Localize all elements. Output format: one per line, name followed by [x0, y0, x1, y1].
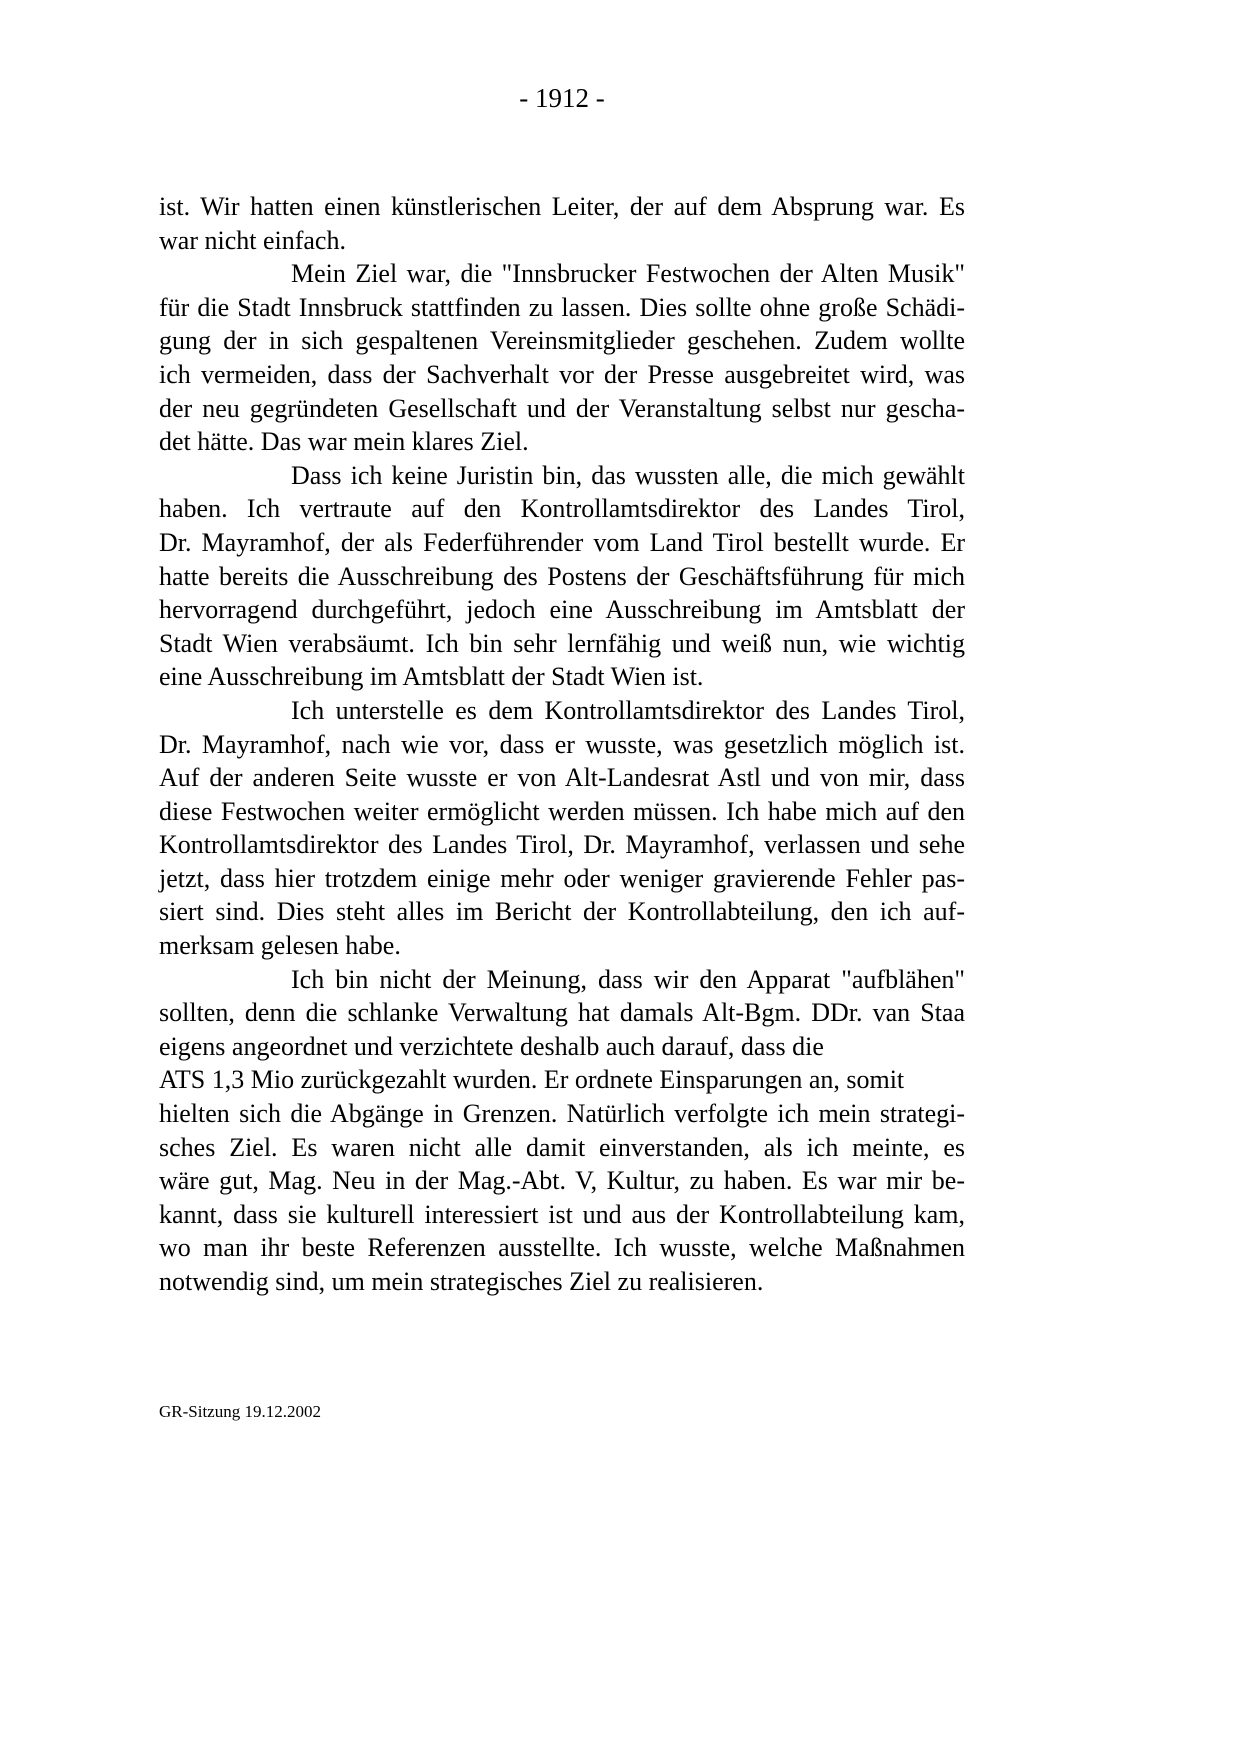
text-line: war nicht einfach. — [159, 225, 346, 255]
paragraph — [159, 694, 965, 963]
text-line: siert sind. Dies steht alles im Bericht der Kontrollabteilung, den ich auf- — [159, 897, 965, 927]
text-line: der neu gegründeten Gesellschaft und der Veranstaltung selbst nur gescha- — [159, 393, 965, 423]
paragraph — [159, 190, 965, 257]
page-number: - 1912 - — [519, 83, 605, 113]
text-line: det hätte. Das war mein klares Ziel. — [159, 427, 529, 457]
text-line: gung der in sich gespaltenen Vereinsmitglieder geschehen. Zudem wollte — [159, 326, 965, 356]
paragraph — [159, 257, 965, 459]
text-line: für die Stadt Innsbruck stattfinden zu lassen. Dies sollte ohne große Schädi- — [159, 292, 965, 322]
text-line: hielten sich die Abgänge in Grenzen. Natürlich verfolgte ich mein strategi- — [159, 1099, 965, 1129]
text-line: ich vermeiden, dass der Sachverhalt vor der Presse ausgebreitet wird, was — [159, 359, 965, 389]
text-line: wäre gut, Mag. Neu in der Mag.-Abt. V, Kultur, zu haben. Es war mir be- — [159, 1166, 965, 1196]
text-line: diese Festwochen weiter ermöglicht werden müssen. Ich habe mich auf den — [159, 796, 965, 826]
paragraph — [159, 459, 965, 694]
text-line: eine Ausschreibung im Amtsblatt der Stadt Wien ist. — [159, 662, 704, 692]
text-line: haben. Ich vertraute auf den Kontrollamtsdirektor des Landes Tirol, — [159, 494, 965, 524]
text-line: Stadt Wien verabsäumt. Ich bin sehr lernfähig und weiß nun, wie wichtig — [159, 628, 965, 658]
text-line: eigens angeordnet und verzichtete deshalb auch darauf, dass die — [159, 1031, 824, 1061]
text-line: ATS 1,3 Mio zurückgezahlt wurden. Er ordnete Einsparungen an, somit — [159, 1065, 905, 1095]
footer-label: GR-Sitzung 19.12.2002 — [159, 1402, 321, 1421]
text-line: Dr. Mayramhof, nach wie vor, dass er wusste, was gesetzlich möglich ist. — [159, 729, 965, 759]
text-line: hatte bereits die Ausschreibung des Postens der Geschäftsführung für mich — [159, 561, 965, 591]
text-line: Mein Ziel war, die "Innsbrucker Festwochen der Alten Musik" — [291, 259, 965, 289]
text-line: Ich bin nicht der Meinung, dass wir den Apparat "aufblähen" — [291, 964, 965, 994]
text-line: Ich unterstelle es dem Kontrollamtsdirektor des Landes Tirol, — [291, 695, 965, 725]
text-line: sches Ziel. Es waren nicht alle damit einverstanden, als ich meinte, es — [159, 1132, 965, 1162]
body-text — [159, 190, 965, 1299]
text-line: Dass ich keine Juristin bin, das wussten alle, die mich gewählt — [291, 460, 965, 490]
text-line: Dr. Mayramhof, der als Federführender vom Land Tirol bestellt wurde. Er — [159, 527, 965, 557]
text-line: Auf der anderen Seite wusste er von Alt-Landesrat Astl und von mir, dass — [159, 763, 965, 793]
text-line: merksam gelesen habe. — [159, 931, 401, 961]
text-line: ist. Wir hatten einen künstlerischen Leiter, der auf dem Absprung war. Es — [159, 192, 965, 221]
text-line: sollten, denn die schlanke Verwaltung hat damals Alt-Bgm. DDr. van Staa — [159, 998, 965, 1028]
text-line: wo man ihr beste Referenzen ausstellte. Ich wusste, welche Maßnahmen — [159, 1233, 965, 1263]
text-line: notwendig sind, um mein strategisches Ziel zu realisieren. — [159, 1267, 764, 1296]
text-line: hervorragend durchgeführt, jedoch eine Ausschreibung im Amtsblatt der — [159, 595, 965, 625]
paragraph — [159, 963, 965, 1299]
text-line: Kontrollamtsdirektor des Landes Tirol, Dr. Mayramhof, verlassen und sehe — [159, 830, 965, 860]
text-line: kannt, dass sie kulturell interessiert ist und aus der Kontrollabteilung kam, — [159, 1199, 965, 1229]
text-line: jetzt, dass hier trotzdem einige mehr oder weniger gravierende Fehler pas- — [159, 863, 965, 893]
